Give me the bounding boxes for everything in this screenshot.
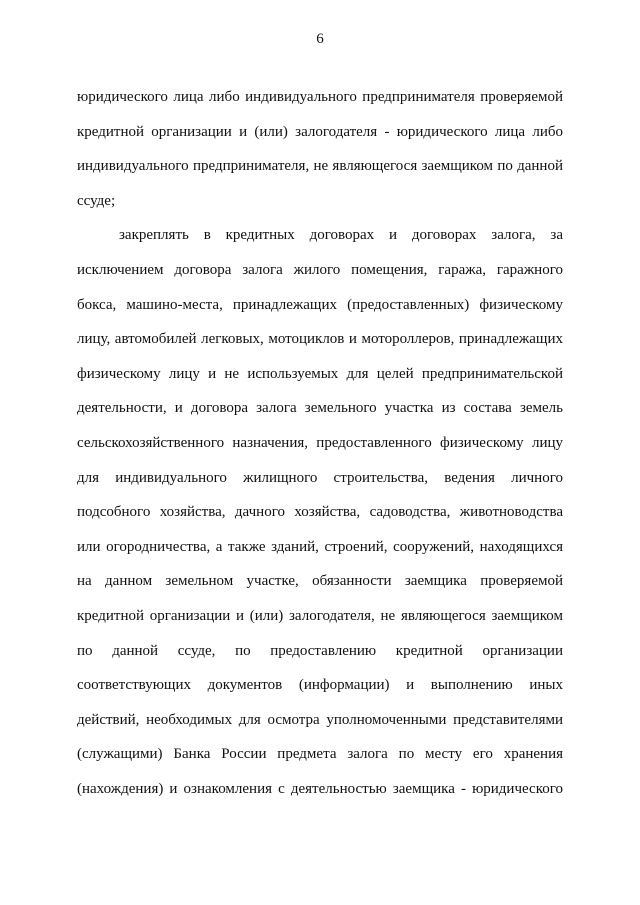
text-line: соответствующих документов (информации) и выполнению иных	[77, 677, 563, 694]
text-line: лицу, автомобилей легковых, мотоциклов и мотороллеров, принадлежащих	[77, 331, 563, 348]
text-line: бокса, машино-места, принадлежащих (предоставленных) физическому	[77, 296, 563, 313]
text-line: сельскохозяйственного назначения, предоставленного физическому лицу	[77, 434, 563, 451]
text-line: подсобного хозяйства, дачного хозяйства, садоводства, животноводства	[77, 504, 563, 521]
text-line: (служащими) Банка России предмета залога по месту его хранения	[77, 746, 563, 763]
text-line: деятельности, и договора залога земельного участка из состава земель	[77, 400, 563, 417]
page-number: 6	[316, 31, 324, 47]
text-line: действий, необходимых для осмотра уполномоченными представителями	[77, 711, 563, 728]
text-line: (нахождения) и ознакомления с деятельностью заемщика - юридического	[77, 780, 563, 797]
text-line: физическому лицу и не используемых для целей предпринимательской	[77, 365, 563, 382]
text-line: индивидуального предпринимателя, не являющегося заемщиком по данной	[77, 158, 563, 175]
text-line: кредитной организации и (или) залогодателя, не являющегося заемщиком	[77, 607, 563, 624]
text-line: кредитной организации и (или) залогодателя - юридического лица либо	[77, 123, 563, 140]
text-line: исключением договора залога жилого помещения, гаража, гаражного	[77, 261, 563, 278]
text-line: юридического лица либо индивидуального предпринимателя проверяемой	[77, 89, 563, 105]
text-line: по данной ссуде, по предоставлению кредитной организации	[77, 642, 563, 659]
text-line: на данном земельном участке, обязанности заемщика проверяемой	[77, 573, 563, 590]
text-line: или огородничества, а также зданий, строений, сооружений, находящихся	[77, 538, 563, 555]
paragraph-obligations	[77, 226, 563, 814]
text-line: для индивидуального жилищного строительства, ведения личного	[77, 469, 563, 486]
text-line: закреплять в кредитных договорах и договорах залога, за	[119, 227, 563, 244]
paragraph-continuation	[77, 88, 563, 226]
document-body	[77, 88, 563, 814]
text-line: ссуде;	[77, 192, 116, 209]
